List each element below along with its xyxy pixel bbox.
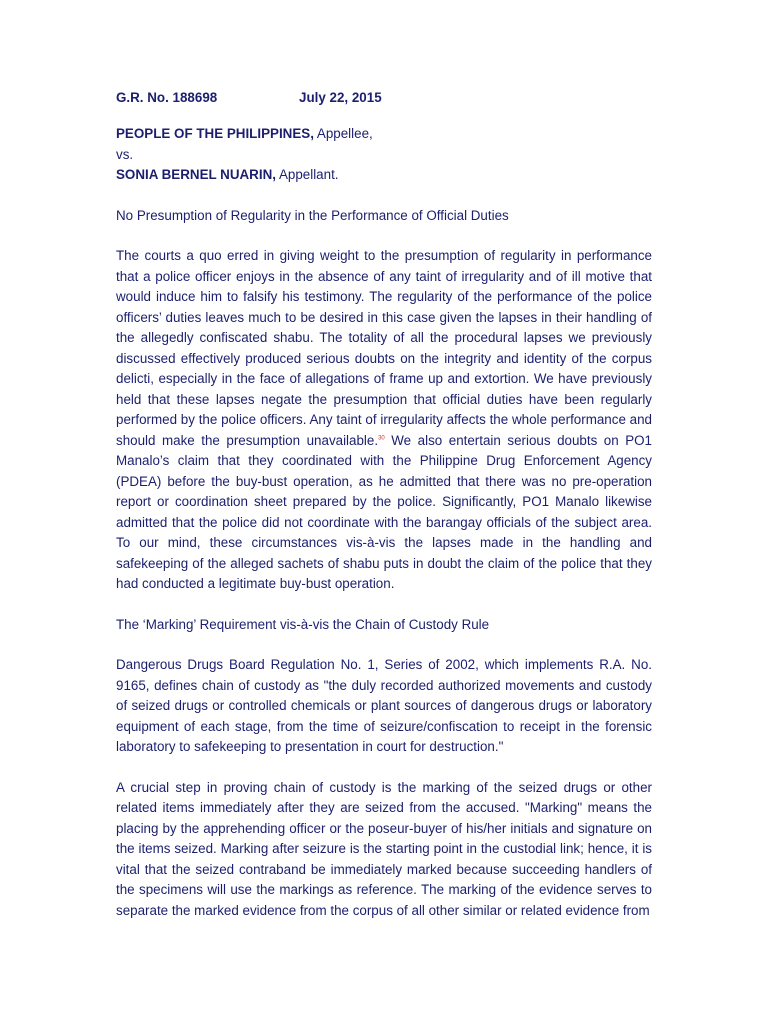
paragraph-presumption: [116, 246, 652, 595]
appellant-name: SONIA BERNEL NUARIN,: [116, 167, 276, 182]
document-page: [116, 88, 652, 941]
appellee-role: Appellee,: [313, 126, 373, 141]
paragraph-text: We also entertain serious doubts on PO1 Manalo’s claim that they coordinated with the Philippine Drug Enforcement Agency (PDEA) before the buy-bust operation, as he admitted that there was no pre-operation report or coordination sheet prepared by the police. Significantly, PO1 Manalo likewise admitted that the police did not coordinate with the barangay officials of the subject area. To our mind, these circumstances vis-à-vis the lapses made in the handling and safekeeping of the alleged sachets of shabu puts in doubt the claim of the police that they had conducted a legitimate buy-bust operation.: [116, 432, 653, 591]
case-date: July 22, 2015: [299, 90, 382, 105]
appellant-role: Appellant.: [275, 167, 339, 182]
versus-line: vs.: [116, 146, 134, 162]
paragraph-marking: A crucial step in proving chain of custody is the marking of the seized drugs or other related items immediately after they are seized from the accused. "Marking" means the placing by the apprehending officer or the poseur-buyer of his/her initials and signature on the items seized. Marking after seizure is the starting point in the custodial link; hence, it is vital that the seized contraband be immediately marked because succeeding handlers of the specimens will use the markings as reference. The marking of the evidence serves to separate the marked evidence from the corpus of all other similar or related evidence from: [116, 779, 652, 918]
appellee-line: [116, 124, 652, 145]
footnote-marker[interactable]: 30: [378, 435, 385, 442]
section-heading-marking: The ‘Marking’ Requirement vis-à-vis the Chain of Custody Rule: [116, 616, 490, 632]
paragraph-text: The courts a quo erred in giving weight to the presumption of regularity in performance that a police officer enjoys in the absence of any taint of irregularity and of ill motive that would induce him to falsify his testimony. The regularity of the performance of the police officers’ duties leaves much to be desired in this case given the lapses in their handling of the allegedly confiscated shabu. The totality of all the procedural lapses we previously discussed effectively produced serious doubts on the integrity and identity of the corpus delicti, especially in the face of allegations of frame up and extortion. We have previously held that these lapses negate the presumption that official duties have been regularly performed by the police officers. Any taint of irregularity affects the whole performance and should make the presumption unavailable.: [116, 248, 652, 448]
case-header: [116, 88, 652, 108]
appellee-name: PEOPLE OF THE PHILIPPINES,: [116, 126, 314, 141]
case-parties: [116, 124, 652, 186]
case-number: G.R. No. 188698: [116, 90, 218, 105]
section-heading-presumption: No Presumption of Regularity in the Performance of Official Duties: [116, 207, 509, 223]
appellant-line: [116, 165, 652, 186]
paragraph-chain-definition: Dangerous Drugs Board Regulation No. 1, Series of 2002, which implements R.A. No. 9165, defines chain of custody as "the duly recorded authorized movements and custody of seized drugs or controlled chemicals or plant sources of dangerous drugs or laboratory equipment of each stage, from the time of seizure/confiscation to receipt in the forensic laboratory to safekeeping to presentation in court for destruction.": [116, 657, 652, 754]
